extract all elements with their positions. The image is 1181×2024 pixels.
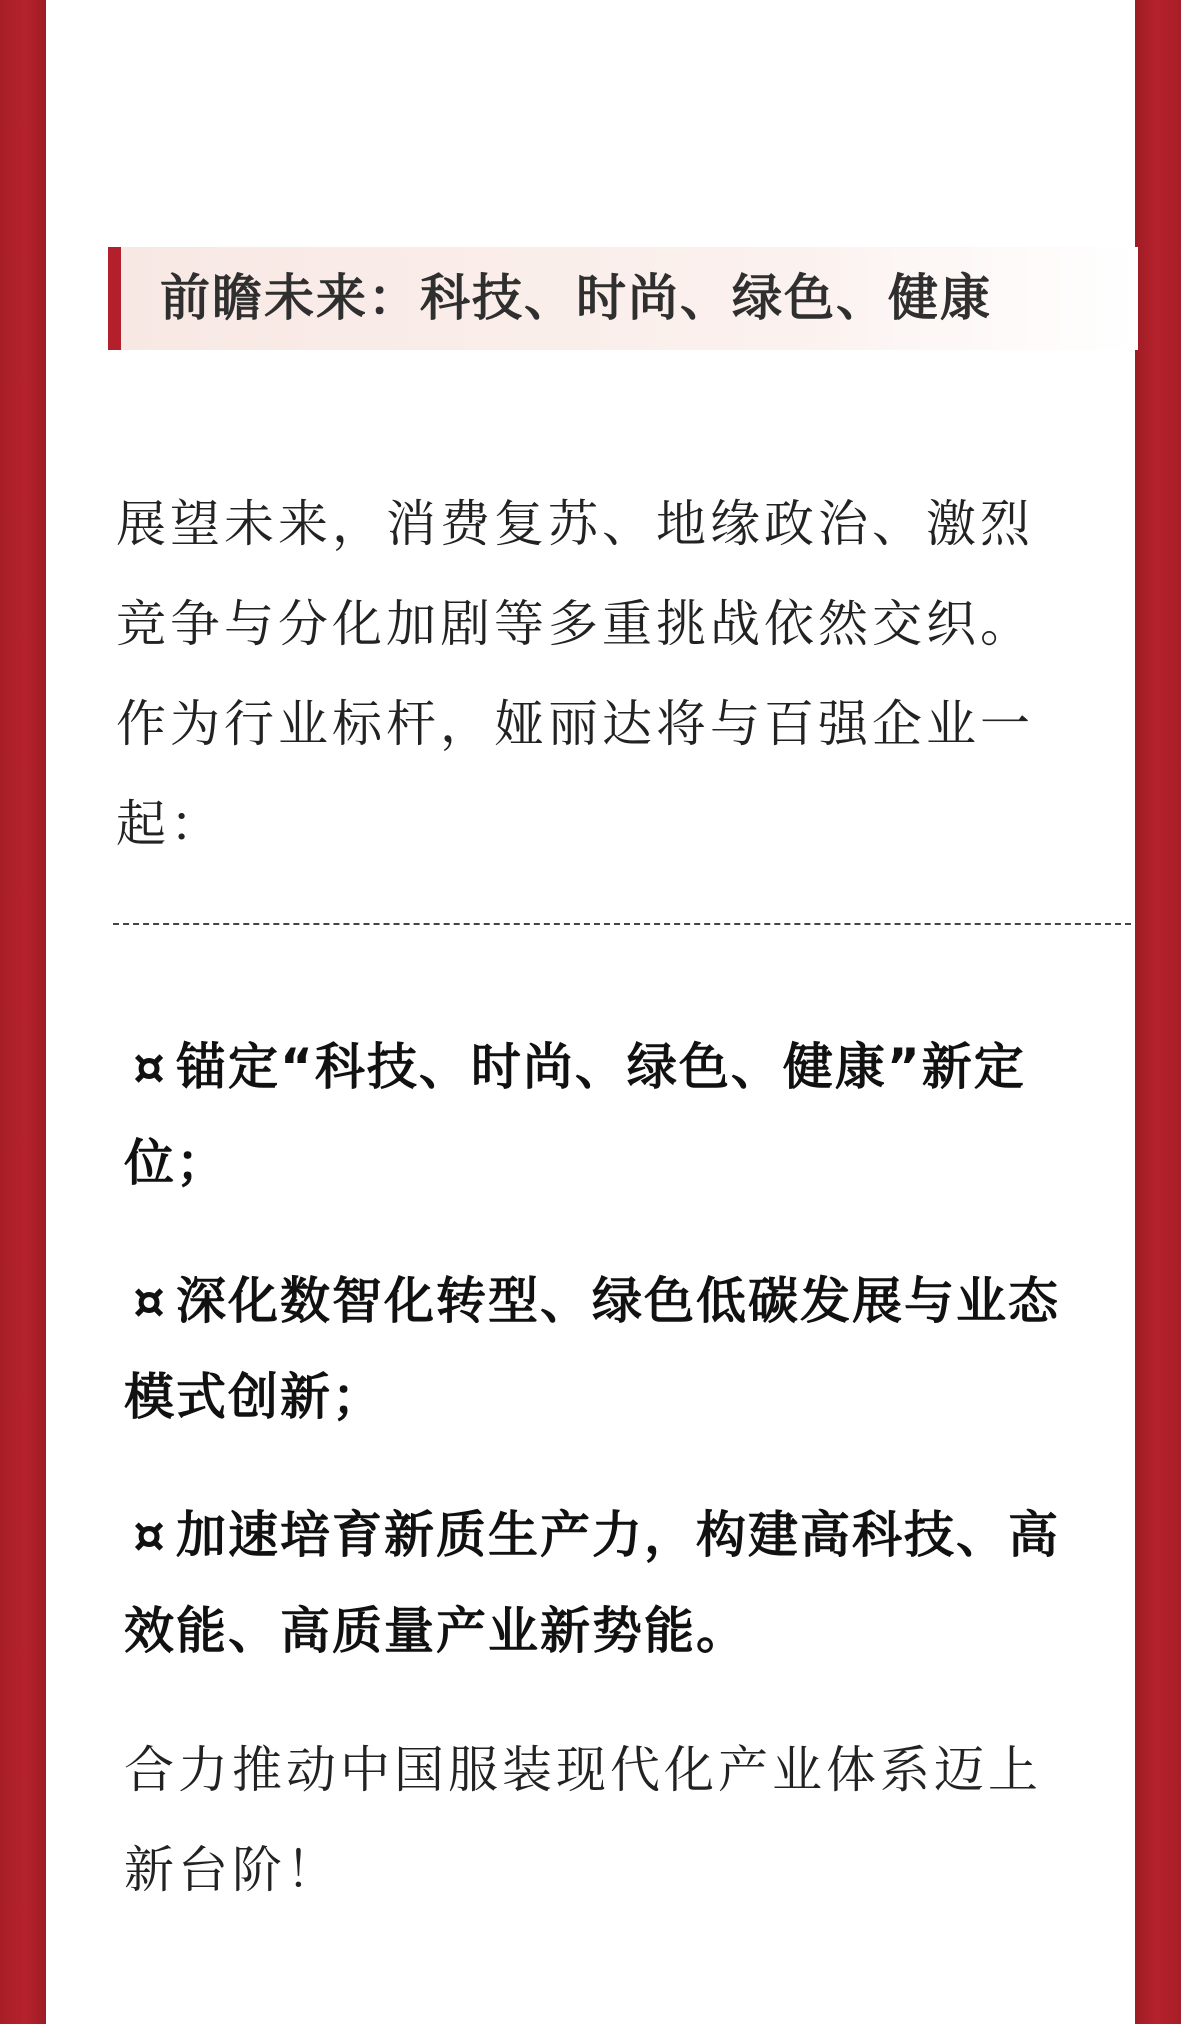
bullet-text: 加速培育新质生产力，构建高科技、高效能、高质量产业新势能。 (124, 1506, 1060, 1660)
bullet-item (124, 1253, 1084, 1445)
left-red-border (0, 0, 46, 2024)
bullet-item (124, 1487, 1084, 1679)
section-title: 前瞻未来：科技、时尚、绿色、健康 (160, 269, 992, 327)
bullet-mark-icon: ¤ (133, 1272, 167, 1330)
closing-paragraph: 合力推动中国服装现代化产业体系迈上新台阶！ (124, 1741, 1042, 1899)
dashed-divider (113, 923, 1131, 925)
right-red-border (1135, 0, 1181, 2024)
bullet-text: 锚定“科技、时尚、绿色、健康”新定位； (124, 1038, 1026, 1192)
section-header-accent-bar (108, 247, 121, 350)
bullet-mark-icon: ¤ (133, 1038, 167, 1096)
intro-paragraph: 展望未来，消费复苏、地缘政治、激烈竞争与分化加剧等多重挑战依然交织。作为行业标杆，娅丽达将与百强企业一起： (116, 495, 1034, 853)
article-content (46, 0, 1135, 2024)
bullet-item (124, 1019, 1084, 1211)
section-header (108, 247, 1138, 350)
bullet-text: 深化数智化转型、绿色低碳发展与业态模式创新； (124, 1272, 1060, 1426)
bullet-mark-icon: ¤ (133, 1506, 167, 1564)
